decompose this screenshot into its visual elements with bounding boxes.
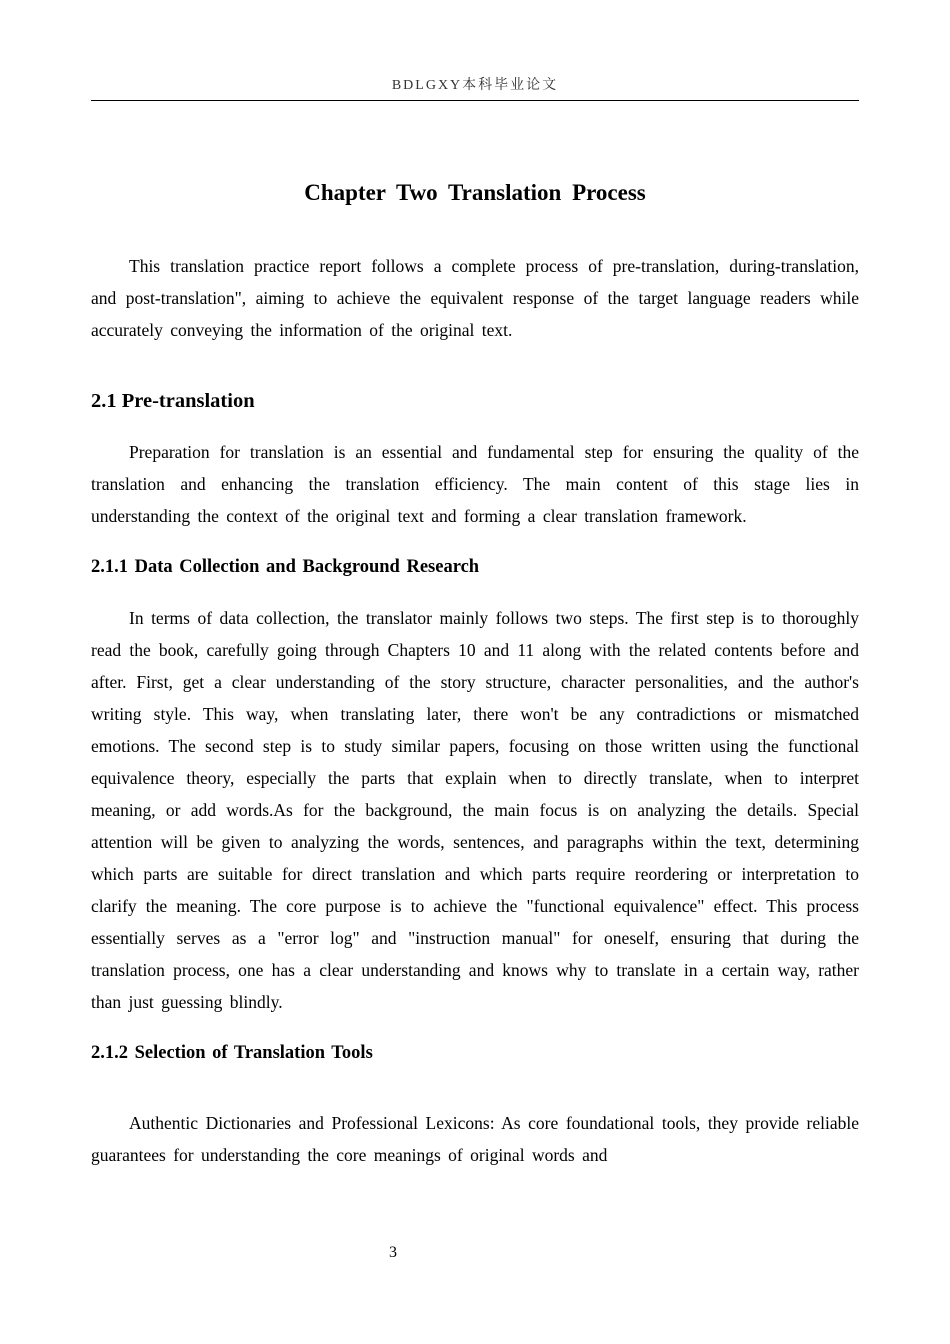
- section-heading-2-1-2: 2.1.2 Selection of Translation Tools: [91, 1043, 373, 1063]
- section-2-1-paragraph: Preparation for translation is an essential and fundamental step for ensuring the quality of the translation and enhancing the translation efficiency. The main content of this stage lies in understanding the context of the original text and forming a clear translation framework.: [91, 442, 859, 526]
- section-2-1-2-paragraph: Authentic Dictionaries and Professional Lexicons: As core foundational tools, they provide reliable guarantees for understanding the core meanings of original words and: [91, 1113, 859, 1165]
- running-title: BDLGXY本科毕业论文: [391, 78, 559, 93]
- intro-paragraph: This translation practice report follows a complete process of pre-translation, during-translation, and post-translation", aiming to achieve the equivalent response of the target language readers while accurately conveying the information of the original text.: [91, 256, 859, 340]
- section-2-1-1-paragraph: In terms of data collection, the translator mainly follows two steps. The first step is to thoroughly read the book, carefully going through Chapters 10 and 11 along with the related contents before and after. First, get a clear understanding of the story structure, character personalities, and the author's writing style. This way, when translating later, there won't be any contradictions or mismatched emotions. The second step is to study similar papers, focusing on those written using the functional equivalence theory, especially the parts that explain when to directly translate, when to interpret meaning, or add words.As for the background, the main focus is on analyzing the details. Special attention will be given to analyzing the words, sentences, and paragraphs within the text, determining which parts are suitable for direct translation and which parts require reordering or interpretation to clarify the meaning. The core purpose is to achieve the "functional equivalence" effect. This process essentially serves as a "error log" and "instruction manual" for oneself, ensuring that during the translation process, one has a clear understanding and knows why to translate in a certain way, rather than just guessing blindly.: [91, 608, 859, 1012]
- page-number: 3: [389, 1244, 397, 1261]
- section-heading-2-1-1: 2.1.1 Data Collection and Background Research: [91, 557, 480, 577]
- chapter-title: Chapter Two Translation Process: [304, 180, 646, 205]
- page-header: [91, 76, 859, 101]
- section-heading-2-1: 2.1 Pre-translation: [91, 390, 255, 412]
- document-body: [91, 173, 859, 1171]
